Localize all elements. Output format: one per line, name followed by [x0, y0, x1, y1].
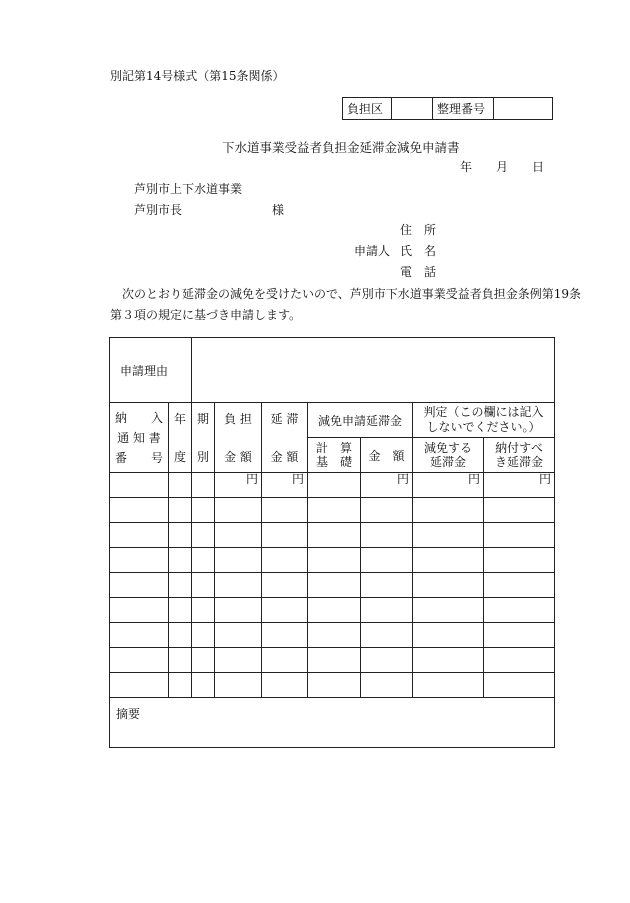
table-row [110, 648, 555, 673]
body-text-line1: 次のとおり延滞金の減免を受けたいので、芦別市下水道事業受益者負担金条例第19条 [122, 287, 582, 301]
remarks-field[interactable] [110, 698, 555, 748]
burden-area-field[interactable] [392, 98, 433, 120]
body-text-line2: 第３項の規定に基づき申請します。 [110, 308, 302, 322]
overdue-amount-header: 延 滞 金 額 [262, 403, 308, 473]
table-row [110, 523, 555, 548]
applicant-phone-label: 電 話 [400, 265, 437, 279]
decision-group-header: 判定（この欄には記入 しないでください。） [413, 403, 555, 438]
notice-number-header: 納 入 通 知 書 番 号 [110, 403, 169, 473]
amount-cell[interactable]: 円 [361, 473, 413, 498]
overdue-amount-cell[interactable]: 円 [262, 473, 308, 498]
reason-label: 申請理由 [110, 338, 192, 403]
fiscal-year-header: 年 度 [169, 403, 192, 473]
ref-number-label: 整理番号 [433, 98, 494, 120]
burden-area-label: 負担区 [343, 98, 392, 120]
date-year: 年 [460, 160, 473, 174]
fiscal-year-cell[interactable] [169, 473, 192, 498]
form-title: 下水道事業受益者負担金延滞金減免申請書 [222, 140, 460, 155]
table-row [110, 498, 555, 523]
applicant-label: 申請人 [354, 244, 391, 258]
ref-number-field[interactable] [494, 98, 553, 120]
payable-overdue-cell[interactable]: 円 [484, 473, 555, 498]
table-row [110, 598, 555, 623]
applicant-address-label: 住 所 [400, 223, 437, 237]
period-header: 期 別 [192, 403, 215, 473]
date-day: 日 [532, 160, 545, 174]
amount-header: 金 額 [361, 438, 413, 473]
period-cell[interactable] [192, 473, 215, 498]
date-month: 月 [496, 160, 509, 174]
table-row [110, 548, 555, 573]
addressee-mayor: 芦別市長 [134, 203, 183, 217]
payable-overdue-header: 納付すべ き延滞金 [484, 438, 555, 473]
reference-table [342, 97, 553, 120]
reason-field[interactable] [192, 338, 555, 403]
addressee-honorific: 様 [272, 203, 285, 217]
table-row [110, 573, 555, 598]
calc-basis-cell[interactable] [308, 473, 361, 498]
form-number: 別記第14号様式（第15条関係） [110, 69, 285, 83]
table-row [110, 673, 555, 698]
calc-basis-header: 計 算 基 礎 [308, 438, 361, 473]
applicant-name-label: 氏 名 [400, 244, 437, 258]
exempt-overdue-header: 減免する 延滞金 [413, 438, 484, 473]
table-row [110, 623, 555, 648]
notice-number-cell[interactable] [110, 473, 169, 498]
addressee-org: 芦別市上下水道事業 [134, 182, 243, 196]
exempt-overdue-cell[interactable]: 円 [413, 473, 484, 498]
table-row [110, 473, 555, 498]
burden-amount-header: 負 担 金 額 [215, 403, 262, 473]
application-table [109, 337, 555, 748]
exemption-group-header: 減免申請延滞金 [308, 403, 413, 438]
remarks-label: 摘要 [116, 707, 141, 721]
burden-amount-cell[interactable]: 円 [215, 473, 262, 498]
